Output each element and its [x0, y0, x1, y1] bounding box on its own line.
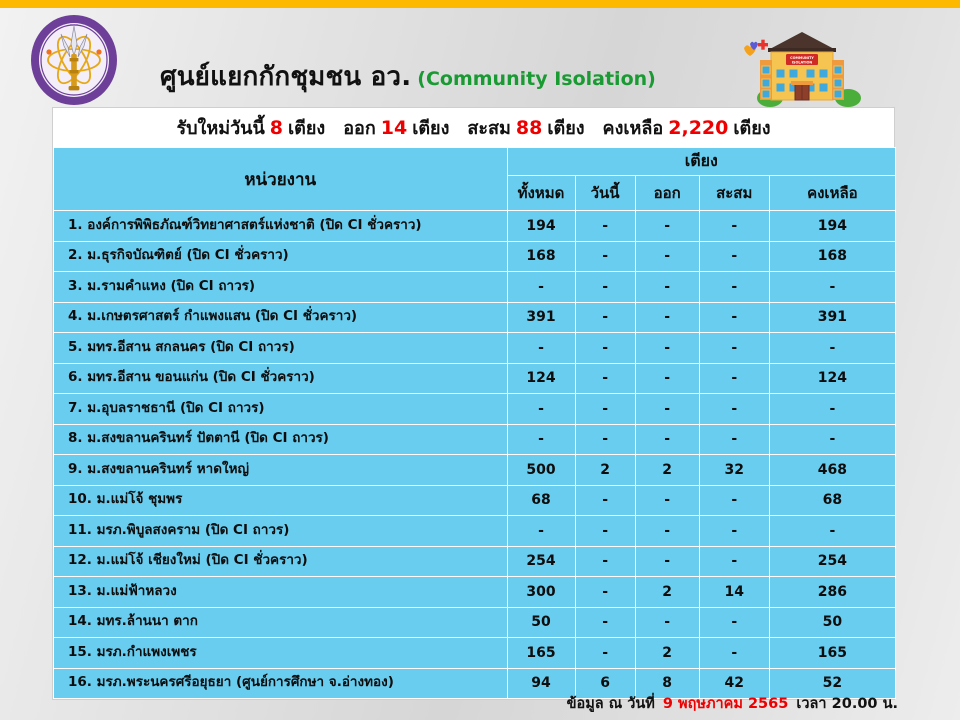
cell-remaining: 194 [769, 211, 895, 242]
cell-total: - [507, 333, 575, 364]
cell-remaining: 52 [769, 668, 895, 699]
cell-agency-name: 11. มรภ.พิบูลสงคราม (ปิด CI ถาวร) [54, 516, 508, 547]
cell-out: - [635, 394, 699, 425]
svg-text:·······: ······· [70, 22, 78, 27]
column-header-accumulated: สะสม [699, 176, 769, 211]
summary-item-remaining [603, 113, 771, 142]
cell-today: - [575, 638, 635, 669]
cell-agency-name: 13. ม.แม่ฟ้าหลวง [54, 577, 508, 608]
summary-label: คงเหลือ [602, 118, 664, 139]
table-row [54, 424, 896, 455]
table-row [54, 638, 896, 669]
table-row [54, 455, 896, 486]
top-accent-band [0, 0, 960, 8]
cell-remaining: 165 [769, 638, 895, 669]
column-header-out: ออก [635, 176, 699, 211]
cell-accumulated: - [699, 394, 769, 425]
cell-total: 94 [507, 668, 575, 699]
cell-accumulated: - [699, 607, 769, 638]
svg-text:ISOLATION: ISOLATION [791, 60, 813, 65]
summary-label: รับใหม่วันนี้ [176, 118, 265, 139]
column-header-today: วันนี้ [575, 176, 635, 211]
cell-agency-name: 12. ม.แม่โจ้ เชียงใหม่ (ปิด CI ชั่วคราว) [54, 546, 508, 577]
cell-out: 2 [635, 577, 699, 608]
cell-today: 6 [575, 668, 635, 699]
summary-label: สะสม [467, 118, 511, 139]
ministry-emblem-icon [28, 14, 120, 106]
data-timestamp-footer [0, 692, 960, 715]
summary-item-accumulated [467, 113, 584, 142]
cell-total: 124 [507, 363, 575, 394]
table-row [54, 211, 896, 242]
cell-total: - [507, 394, 575, 425]
cell-accumulated: - [699, 424, 769, 455]
cell-out: - [635, 363, 699, 394]
cell-agency-name: 6. มทร.อีสาน ขอนแก่น (ปิด CI ชั่วคราว) [54, 363, 508, 394]
cell-agency-name: 1. องค์การพิพิธภัณฑ์วิทยาศาสตร์แห่งชาติ (ปิด CI ชั่วคราว) [54, 211, 508, 242]
cell-agency-name: 4. ม.เกษตรศาสตร์ กำแพงแสน (ปิด CI ชั่วคราว) [54, 302, 508, 333]
table-row [54, 302, 896, 333]
page-title-thai: ศูนย์แยกกักชุมชน อว. [160, 62, 412, 92]
cell-accumulated: - [699, 211, 769, 242]
column-header-bed-group: เตียง [507, 148, 896, 176]
cell-remaining: - [769, 272, 895, 303]
community-isolation-building-icon [738, 24, 866, 108]
cell-remaining: - [769, 516, 895, 547]
footer-date: 9 พฤษภาคม 2565 [662, 696, 789, 712]
cell-remaining: - [769, 333, 895, 364]
table-row [54, 516, 896, 547]
cell-today: - [575, 516, 635, 547]
cell-today: - [575, 546, 635, 577]
svg-text:COMMUNITY: COMMUNITY [790, 56, 814, 60]
table-row [54, 577, 896, 608]
summary-label: ออก [343, 118, 376, 139]
summary-item-new-today [176, 113, 325, 142]
cell-accumulated: - [699, 272, 769, 303]
cell-remaining: 468 [769, 455, 895, 486]
cell-today: - [575, 607, 635, 638]
cell-today: - [575, 333, 635, 364]
cell-out: - [635, 272, 699, 303]
bed-capacity-table [53, 147, 896, 699]
table-row [54, 272, 896, 303]
cell-accumulated: 32 [699, 455, 769, 486]
cell-today: - [575, 394, 635, 425]
summary-unit: เตียง [547, 118, 585, 139]
column-header-total: ทั้งหมด [507, 176, 575, 211]
table-row [54, 333, 896, 364]
cell-today: - [575, 363, 635, 394]
cell-today: - [575, 241, 635, 272]
cell-agency-name: 14. มทร.ล้านนา ตาก [54, 607, 508, 638]
cell-accumulated: - [699, 638, 769, 669]
cell-out: - [635, 333, 699, 364]
cell-accumulated: - [699, 546, 769, 577]
summary-unit: เตียง [733, 118, 771, 139]
cell-agency-name: 8. ม.สงขลานครินทร์ ปัตตานี (ปิด CI ถาวร) [54, 424, 508, 455]
cell-total: 391 [507, 302, 575, 333]
cell-out: - [635, 241, 699, 272]
summary-unit: เตียง [288, 118, 326, 139]
cell-total: 50 [507, 607, 575, 638]
cell-total: 254 [507, 546, 575, 577]
cell-today: - [575, 485, 635, 516]
table-row [54, 394, 896, 425]
cell-agency-name: 3. ม.รามคำแหง (ปิด CI ถาวร) [54, 272, 508, 303]
cell-accumulated: - [699, 363, 769, 394]
summary-value: 2,220 [668, 117, 729, 139]
cell-today: - [575, 211, 635, 242]
cell-total: 194 [507, 211, 575, 242]
report-panel [52, 107, 895, 700]
cell-out: - [635, 211, 699, 242]
cell-total: 68 [507, 485, 575, 516]
page-header [0, 8, 960, 108]
cell-today: 2 [575, 455, 635, 486]
cell-today: - [575, 302, 635, 333]
table-header-row-1 [54, 148, 896, 176]
summary-value: 8 [269, 117, 284, 139]
cell-today: - [575, 424, 635, 455]
table-row [54, 546, 896, 577]
cell-agency-name: 9. ม.สงขลานครินทร์ หาดใหญ่ [54, 455, 508, 486]
cell-remaining: 254 [769, 546, 895, 577]
cell-out: 2 [635, 638, 699, 669]
cell-remaining: 124 [769, 363, 895, 394]
cell-accumulated: - [699, 485, 769, 516]
cell-total: 168 [507, 241, 575, 272]
cell-agency-name: 10. ม.แม่โจ้ ชุมพร [54, 485, 508, 516]
summary-bar [53, 108, 894, 147]
cell-agency-name: 5. มทร.อีสาน สกลนคร (ปิด CI ถาวร) [54, 333, 508, 364]
footer-time-label: เวลา [796, 696, 827, 712]
cell-today: - [575, 272, 635, 303]
cell-total: 165 [507, 638, 575, 669]
cell-accumulated: 14 [699, 577, 769, 608]
cell-agency-name: 15. มรภ.กำแพงเพชร [54, 638, 508, 669]
cell-accumulated: - [699, 333, 769, 364]
summary-unit: เตียง [412, 118, 450, 139]
cell-agency-name: 2. ม.ธุรกิจบัณฑิตย์ (ปิด CI ชั่วคราว) [54, 241, 508, 272]
cell-remaining: - [769, 424, 895, 455]
cell-out: - [635, 516, 699, 547]
cell-total: - [507, 516, 575, 547]
page-title [160, 56, 656, 97]
summary-value: 14 [380, 117, 408, 139]
cell-out: - [635, 546, 699, 577]
cell-remaining: 286 [769, 577, 895, 608]
cell-total: 500 [507, 455, 575, 486]
summary-value: 88 [515, 117, 543, 139]
table-body [54, 211, 896, 699]
table-row [54, 363, 896, 394]
summary-item-discharged [343, 113, 449, 142]
column-header-remaining: คงเหลือ [769, 176, 895, 211]
cell-accumulated: - [699, 241, 769, 272]
cell-agency-name: 16. มรภ.พระนครศรีอยุธยา (ศูนย์การศึกษา จ.อ่างทอง) [54, 668, 508, 699]
page-title-english: (Community Isolation) [417, 68, 656, 90]
cell-out: 2 [635, 455, 699, 486]
cell-remaining: - [769, 394, 895, 425]
cell-today: - [575, 577, 635, 608]
cell-accumulated: 42 [699, 668, 769, 699]
cell-total: 300 [507, 577, 575, 608]
table-row [54, 241, 896, 272]
footer-prefix: ข้อมูล ณ วันที่ [566, 696, 655, 712]
cell-accumulated: - [699, 516, 769, 547]
cell-out: - [635, 302, 699, 333]
cell-agency-name: 7. ม.อุบลราชธานี (ปิด CI ถาวร) [54, 394, 508, 425]
cell-total: - [507, 272, 575, 303]
cell-out: - [635, 424, 699, 455]
cell-out: - [635, 607, 699, 638]
cell-remaining: 68 [769, 485, 895, 516]
cell-out: 8 [635, 668, 699, 699]
column-header-agency: หน่วยงาน [54, 148, 508, 211]
table-header [54, 148, 896, 211]
cell-remaining: 50 [769, 607, 895, 638]
cell-out: - [635, 485, 699, 516]
cell-remaining: 168 [769, 241, 895, 272]
heart-ribbon-icon [744, 40, 768, 56]
cell-total: - [507, 424, 575, 455]
footer-time: 20.00 น. [831, 696, 898, 712]
cell-accumulated: - [699, 302, 769, 333]
table-row [54, 485, 896, 516]
cell-remaining: 391 [769, 302, 895, 333]
table-row [54, 607, 896, 638]
